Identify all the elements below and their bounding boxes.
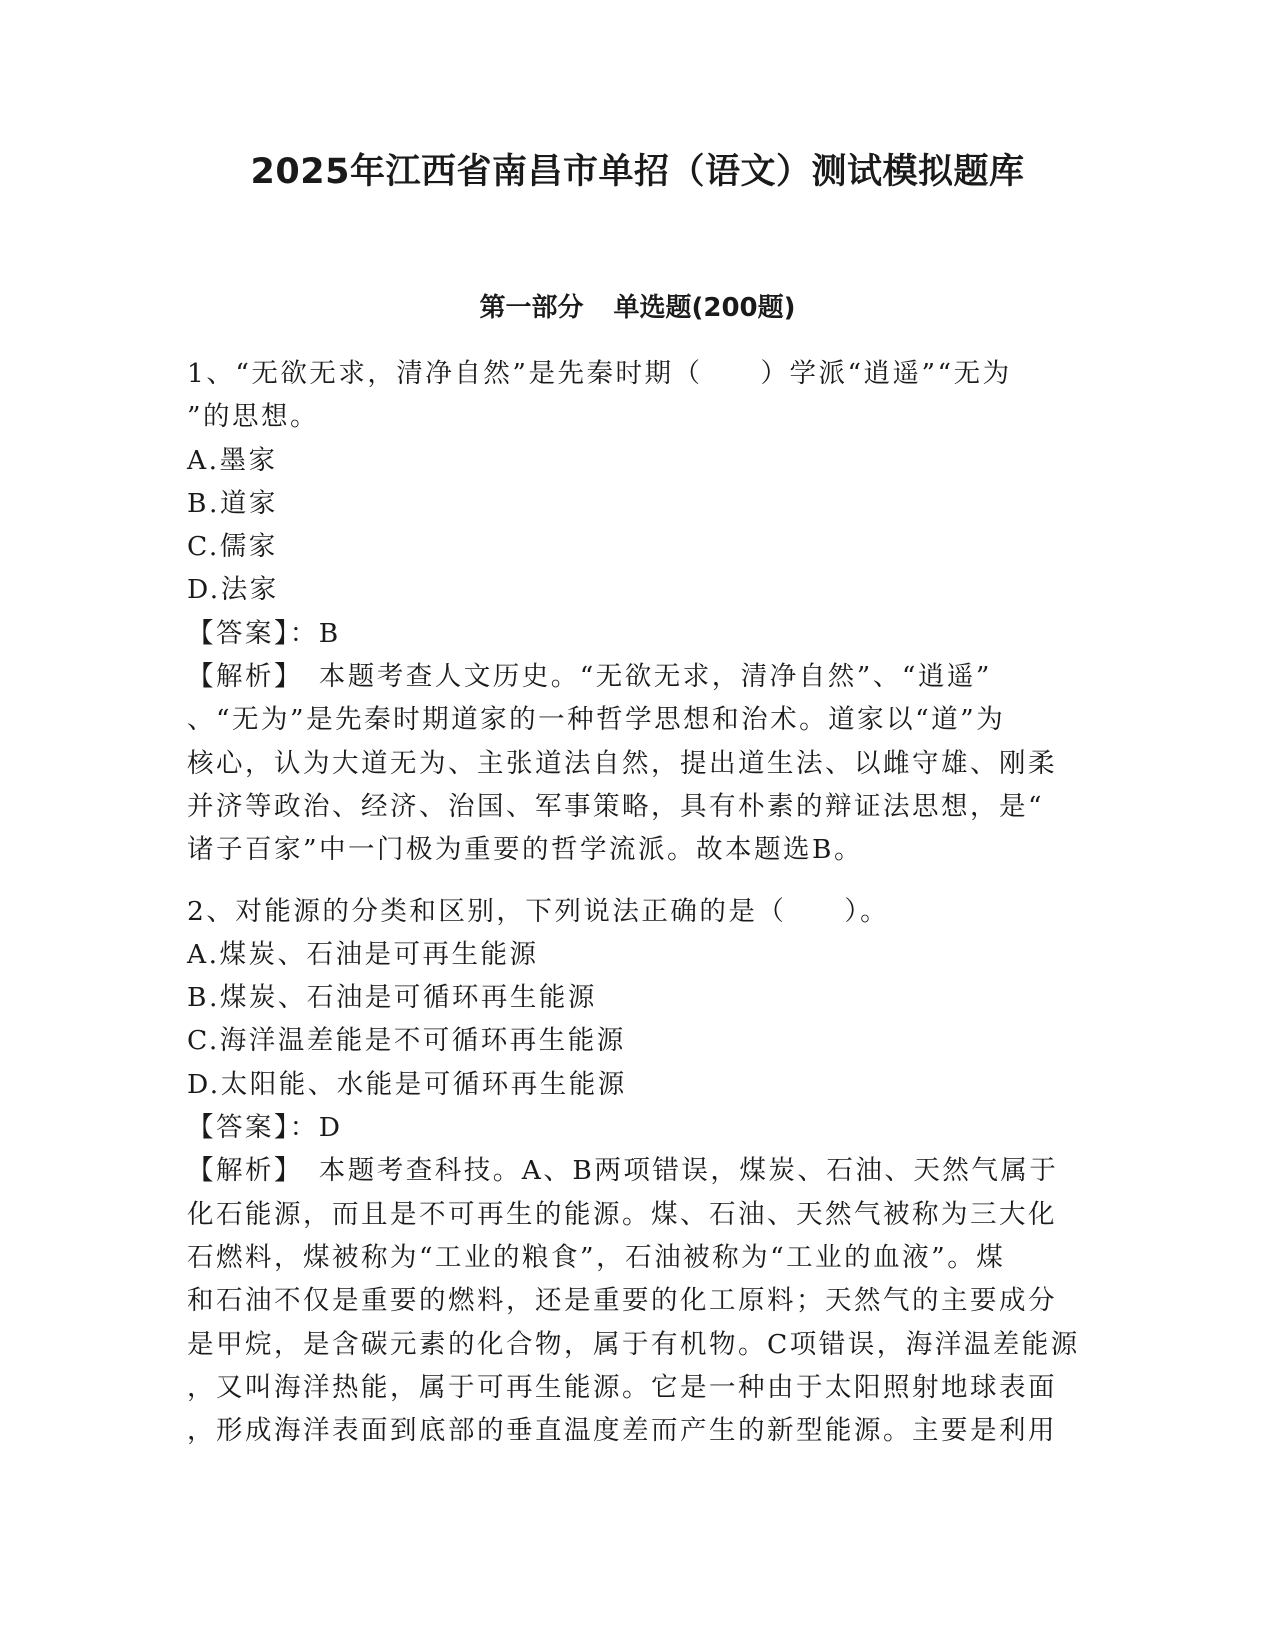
question-1: [187, 352, 1087, 872]
document-title: 2025年江西省南昌市单招（语文）测试模拟题库: [250, 152, 1025, 192]
analysis-line: 诸子百家”中一门极为重要的哲学流派。故本题选B。: [187, 834, 864, 866]
question-list: [187, 352, 1087, 1452]
question-stem-line: 2、对能源的分类和区别，下列说法正确的是（ ）。: [187, 895, 890, 927]
analysis-line: 、“无为”是先秦时期道家的一种哲学思想和治术。道家以“道”为: [187, 704, 1006, 736]
analysis-line: ，形成海洋表面到底部的垂直温度差而产生的新型能源。主要是利用: [187, 1415, 1057, 1447]
option-d: D.法家: [187, 574, 279, 606]
analysis-line: ，又叫海洋热能，属于可再生能源。它是一种由于太阳照射地球表面: [187, 1371, 1057, 1403]
answer-line: [187, 1106, 1087, 1149]
section-heading: [0, 290, 1275, 326]
option-b: B.道家: [187, 487, 278, 519]
analysis-line: 和石油不仅是重要的燃料，还是重要的化工原料；天然气的主要成分: [187, 1285, 1057, 1317]
answer-value: D: [318, 1112, 343, 1144]
answer-label: 【答案】：: [187, 1112, 319, 1144]
analysis-line: 化石能源，而且是不可再生的能源。煤、石油、天然气被称为三大化: [187, 1198, 1057, 1230]
section-part-label: 第一部分: [479, 293, 584, 323]
analysis-line: 【解析】 本题考查人文历史。“无欲无求，清净自然”、“逍遥”: [187, 661, 992, 693]
analysis-line: 并济等政治、经济、治国、军事策略，具有朴素的辩证法思想，是“: [187, 790, 1045, 822]
option-b: B.煤炭、石油是可循环再生能源: [187, 982, 597, 1014]
answer-label: 【答案】：: [187, 617, 319, 649]
analysis-line: 核心，认为大道无为、主张道法自然，提出道生法、以雌守雄、刚柔: [187, 747, 1057, 779]
option-a: A.煤炭、石油是可再生能源: [187, 938, 539, 970]
answer-value: B: [318, 617, 341, 649]
question-2: [187, 890, 1087, 1453]
option-c: C.海洋温差能是不可循环再生能源: [187, 1025, 626, 1057]
question-stem-line: ”的思想。: [187, 401, 320, 433]
option-a: A.墨家: [187, 444, 278, 476]
analysis-line: 石燃料，煤被称为“工业的粮食”，石油被称为“工业的血液”。煤: [187, 1241, 1006, 1273]
analysis-line: 【解析】 本题考查科技。A、B两项错误，煤炭、石油、天然气属于: [187, 1155, 1059, 1187]
analysis-line: 是甲烷，是含碳元素的化合物，属于有机物。C项错误，海洋温差能源: [187, 1328, 1080, 1360]
section-name-label: 单选题(200题): [613, 293, 796, 323]
answer-line: [187, 612, 1087, 655]
question-stem-line: 1、“无欲无求，清净自然”是先秦时期（ ）学派“逍遥”“无为: [187, 358, 1012, 389]
option-c: C.儒家: [187, 531, 278, 563]
option-d: D.太阳能、水能是可循环再生能源: [187, 1068, 627, 1100]
